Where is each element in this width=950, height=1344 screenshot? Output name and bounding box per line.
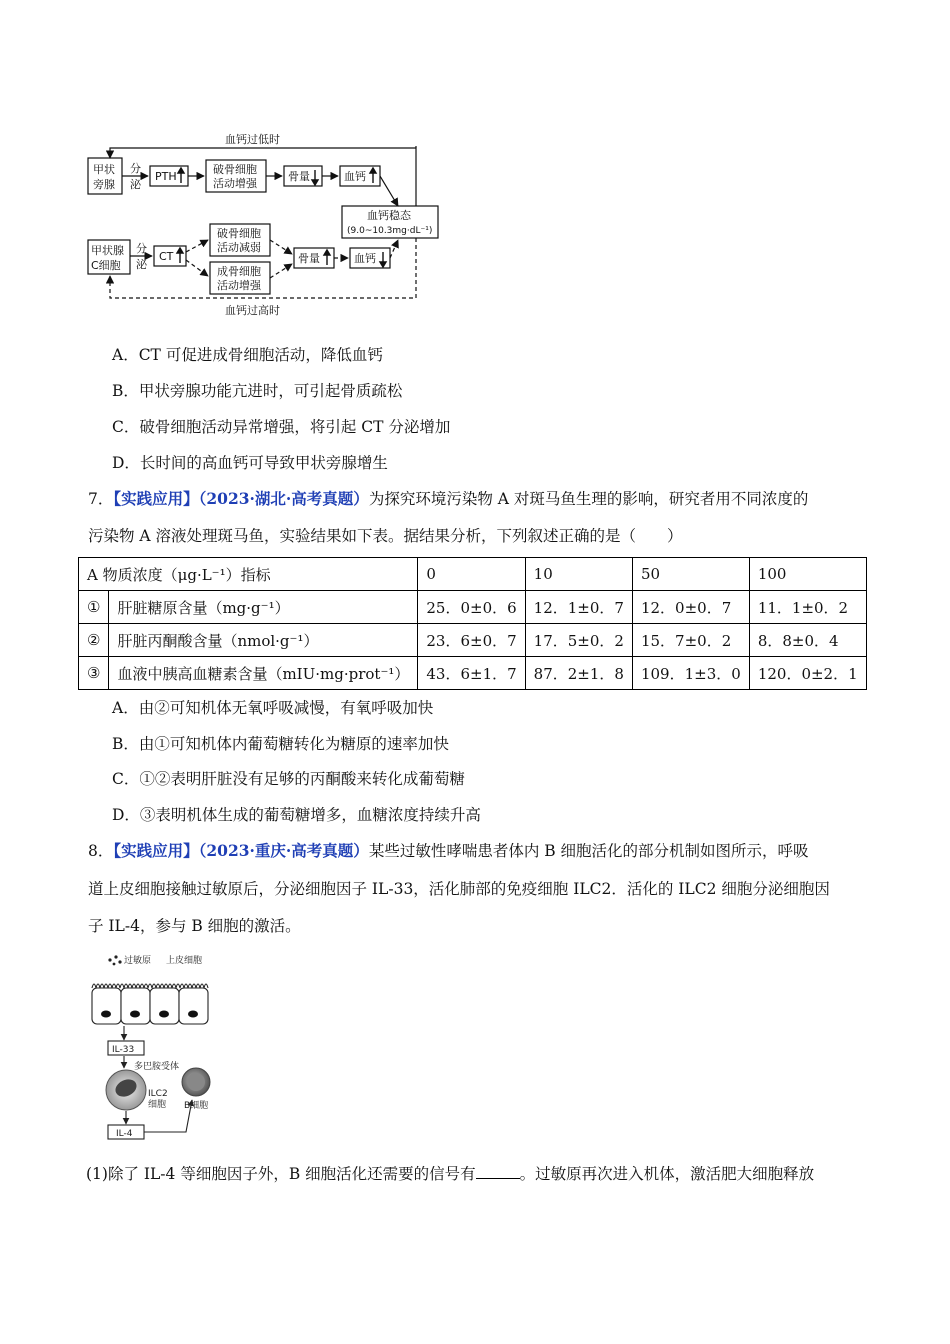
svg-text:分: 分 [136, 242, 147, 255]
q7-stem-line1 [88, 487, 808, 509]
q7-number: 7． [88, 490, 114, 508]
svg-text:破骨细胞: 破骨细胞 [217, 227, 261, 240]
svg-text:PTH: PTH [155, 170, 177, 183]
q7-option-b: B．由①可知机体内葡萄糖转化为糖原的速率加快 [112, 735, 449, 753]
svg-text:细胞: 细胞 [148, 1100, 167, 1110]
svg-text:骨量: 骨量 [298, 252, 320, 265]
b-cell-activation-figure [86, 948, 231, 1148]
svg-text:活动增强: 活动增强 [217, 279, 261, 292]
q7-data-table [78, 557, 867, 690]
svg-text:活动增强: 活动增强 [213, 177, 257, 190]
q7-text1: 为探究环境污染物 A 对斑马鱼生理的影响，研究者用不同浓度的 [368, 490, 809, 508]
svg-text:泌: 泌 [130, 178, 141, 191]
svg-text:C细胞: C细胞 [91, 259, 121, 272]
q7-option-d: D．③表明机体生成的葡萄糖增多，血糖浓度持续升高 [112, 806, 481, 824]
allergen-icon [108, 955, 121, 965]
q8-stem-line2: 道上皮细胞接触过敏原后，分泌细胞因子 IL-33，活化肺部的免疫细胞 ILC2．活化的 ILC2 细胞分泌细胞因 [88, 880, 830, 898]
q7-stem-line2: 污染物 A 溶液处理斑马鱼，实验结果如下表。据结果分析，下列叙述正确的是（ ） [88, 527, 683, 545]
high-calcium-label: 血钙过高时 [225, 304, 280, 317]
svg-text:IL-33: IL-33 [112, 1045, 135, 1055]
q7-option-a: A．由②可知机体无氧呼吸减慢，有氧呼吸加快 [112, 699, 434, 717]
svg-text:ILC2: ILC2 [148, 1089, 168, 1099]
epithelial-cells [92, 984, 208, 1024]
q6-option-a: A．CT 可促进成骨细胞活动，降低血钙 [112, 346, 383, 364]
svg-text:骨量: 骨量 [288, 170, 310, 183]
svg-text:多巴胺受体: 多巴胺受体 [134, 1062, 180, 1072]
svg-text:旁腺: 旁腺 [93, 178, 115, 191]
svg-text:破骨细胞: 破骨细胞 [213, 163, 257, 176]
q8-stem-line3: 子 IL-4，参与 B 细胞的激活。 [88, 917, 301, 935]
q7-source-tag: 【实践应用】（2023·湖北·高考真题） [113, 489, 369, 508]
svg-text:成骨细胞: 成骨细胞 [217, 265, 261, 278]
q6-option-c: C．破骨细胞活动异常增强，将引起 CT 分泌增加 [112, 418, 451, 436]
answer-blank[interactable] [476, 1166, 520, 1179]
svg-text:上皮细胞: 上皮细胞 [166, 956, 203, 966]
svg-text:B细胞: B细胞 [184, 1101, 209, 1111]
svg-text:CT: CT [159, 250, 174, 263]
svg-text:血钙: 血钙 [354, 252, 376, 265]
q6-option-d: D．长时间的高血钙可导致甲状旁腺增生 [112, 454, 388, 472]
svg-text:IL-4: IL-4 [116, 1129, 133, 1139]
svg-text:血钙稳态: 血钙稳态 [367, 209, 411, 222]
q8-text1: 某些过敏性哮喘患者体内 B 细胞活化的部分机制如图所示，呼吸 [368, 842, 809, 860]
table-header-row: A 物质浓度（μg·L⁻¹）指标 0 10 50 100 [79, 558, 867, 591]
table-row: ③ 血液中胰高血糖素含量（mIU·mg·prot⁻¹） 43．6±1．7 87．2±1．8 109．1±3．0 120．0±2．1 [79, 657, 867, 690]
svg-text:甲状腺: 甲状腺 [91, 244, 124, 257]
q8-stem-line1 [88, 839, 809, 861]
svg-text:甲状: 甲状 [93, 163, 115, 176]
q8-sub1: (1)除了 IL-4 等细胞因子外，B 细胞活化还需要的信号有 。过敏原再次进入机体，激活肥大细胞释放 [86, 1165, 815, 1183]
svg-text:(9.0~10.3mg·dL⁻¹): (9.0~10.3mg·dL⁻¹) [347, 226, 433, 236]
q6-option-b: B．甲状旁腺功能亢进时，可引起骨质疏松 [112, 382, 403, 400]
svg-text:分: 分 [130, 162, 141, 175]
svg-text:活动减弱: 活动减弱 [217, 241, 261, 254]
svg-text:泌: 泌 [136, 258, 147, 271]
low-calcium-label: 血钙过低时 [225, 133, 280, 146]
q8-number: 8． [88, 842, 114, 860]
table-row: ① 肝脏糖原含量（mg·g⁻¹） 25．0±0．6 12．1±0．7 12．0±0．7 11．1±0．2 [79, 591, 867, 624]
q8-source-tag: 【实践应用】（2023·重庆·高考真题） [113, 841, 369, 860]
svg-text:过敏原: 过敏原 [124, 956, 152, 966]
svg-text:血钙: 血钙 [344, 170, 366, 183]
table-row: ② 肝脏丙酮酸含量（nmol·g⁻¹） 23．6±0．7 17．5±0．2 15．7±0．2 8．8±0．4 [79, 624, 867, 657]
q7-option-c: C．①②表明肝脏没有足够的丙酮酸来转化成葡萄糖 [112, 770, 465, 788]
calcium-regulation-diagram [80, 128, 450, 320]
